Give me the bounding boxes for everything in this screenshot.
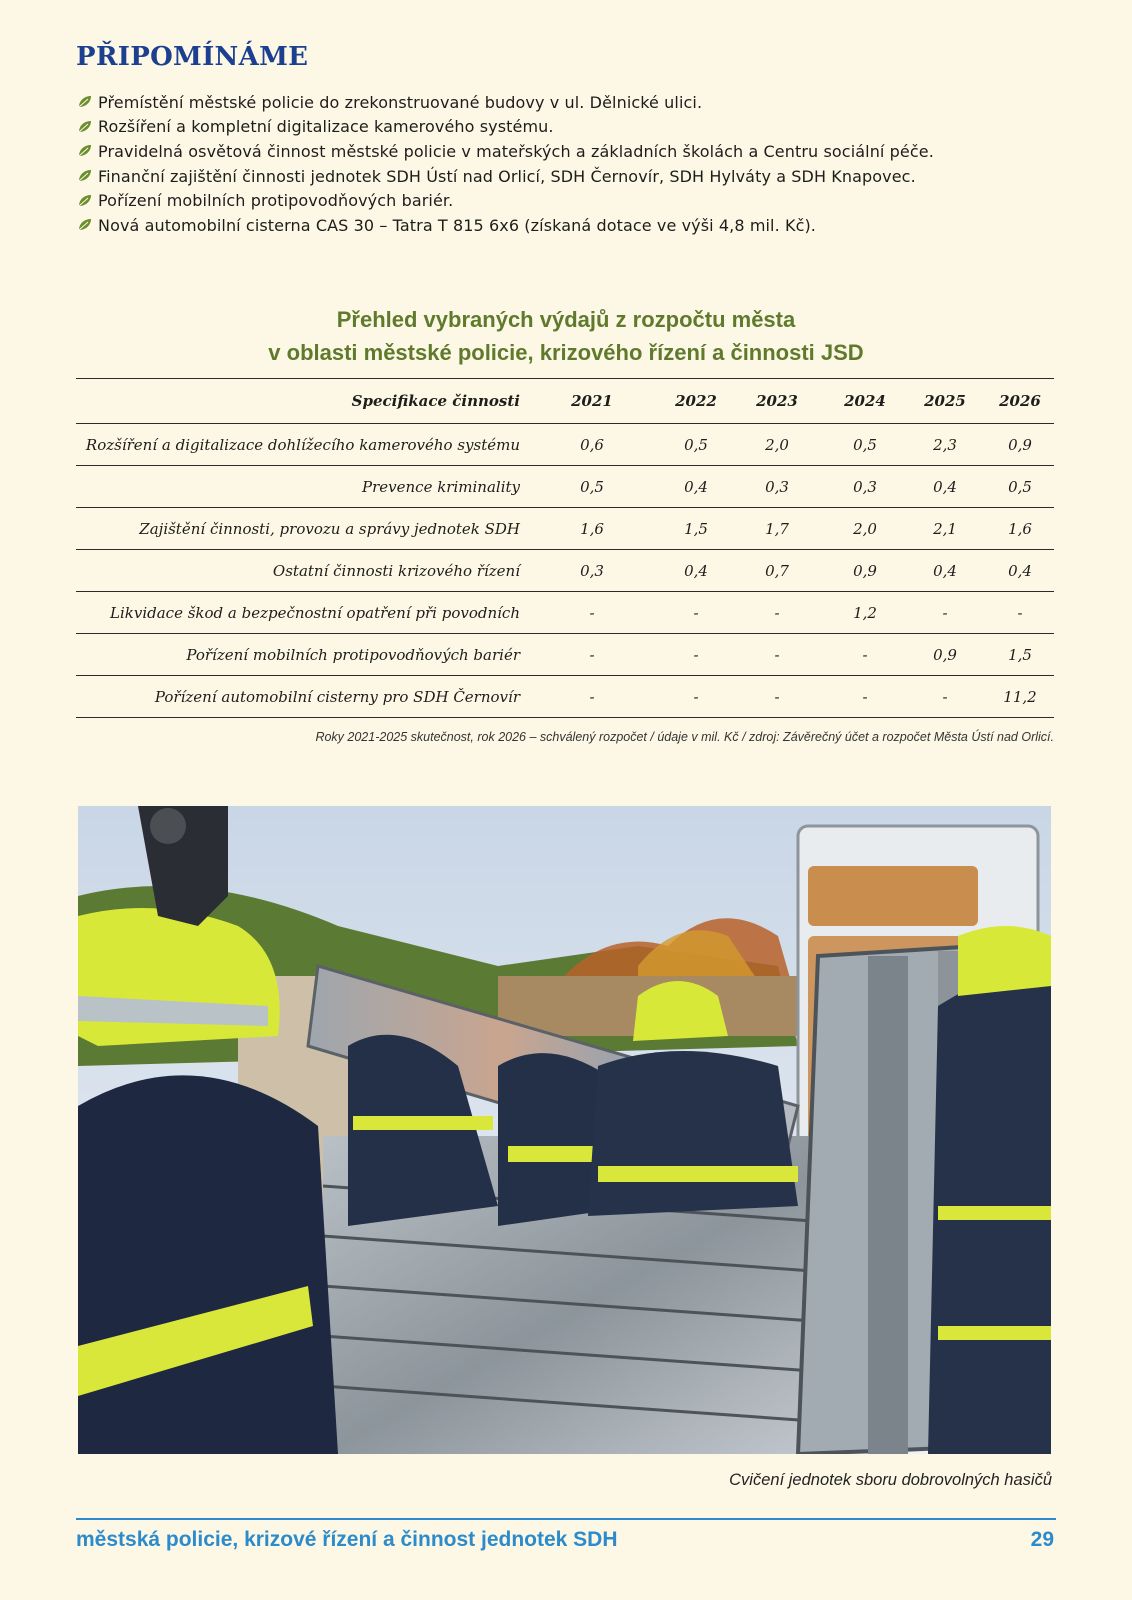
- header-cell-year: 2021: [571, 392, 613, 410]
- table-note: Roky 2021-2025 skutečnost, rok 2026 – schválený rozpočet / údaje v mil. Kč / zdroj: Závěrečný účet a rozpočet Města Ústí nad Orlicí.: [315, 730, 1054, 744]
- photo-caption: Cvičení jednotek sboru dobrovolných hasičů: [729, 1471, 1052, 1489]
- header-cell-year: 2022: [675, 392, 717, 410]
- list-item: [76, 164, 1076, 189]
- table-header-row: [76, 379, 1054, 424]
- table-row: [76, 508, 1054, 550]
- row-value: 0,7: [765, 561, 789, 580]
- row-value: 1,7: [765, 519, 789, 538]
- row-value: -: [1017, 603, 1023, 622]
- leaf-icon: [76, 144, 96, 158]
- row-label: Prevence kriminality: [362, 477, 520, 496]
- reminder-list: [76, 90, 1076, 238]
- table-row: [76, 592, 1054, 634]
- row-value: 0,3: [853, 477, 877, 496]
- row-value: -: [862, 645, 868, 664]
- list-item: [76, 213, 1076, 238]
- table-row: [76, 676, 1054, 718]
- row-value: -: [774, 687, 780, 706]
- row-value: 2,3: [933, 435, 957, 454]
- list-item-text: Rozšíření a kompletní digitalizace kamerového systému.: [98, 117, 554, 137]
- row-value: -: [693, 603, 699, 622]
- row-value: 2,0: [853, 519, 877, 538]
- leaf-icon: [76, 194, 96, 208]
- row-value: 0,5: [580, 477, 604, 496]
- header-cell-year: 2025: [924, 392, 966, 410]
- row-value: 11,2: [1003, 687, 1037, 706]
- header-cell-year: 2023: [756, 392, 798, 410]
- row-label: Likvidace škod a bezpečnostní opatření při povodních: [110, 603, 520, 622]
- row-value: 0,4: [684, 561, 708, 580]
- expense-table: [76, 378, 1054, 718]
- row-value: 1,5: [1008, 645, 1032, 664]
- row-value: -: [693, 645, 699, 664]
- row-value: -: [589, 603, 595, 622]
- table-row: [76, 466, 1054, 508]
- table-title: [76, 303, 1056, 369]
- row-label: Ostatní činnosti krizového řízení: [272, 561, 520, 580]
- header-cell-year: 2026: [999, 392, 1041, 410]
- row-value: 0,5: [853, 435, 877, 454]
- row-value: -: [589, 645, 595, 664]
- table-row: [76, 550, 1054, 592]
- row-value: 0,3: [765, 477, 789, 496]
- footer-divider: [76, 1518, 1056, 1520]
- row-value: 2,1: [933, 519, 957, 538]
- list-item: [76, 90, 1076, 115]
- row-label: Pořízení mobilních protipovodňových bariér: [186, 645, 520, 664]
- row-value: 0,4: [933, 561, 957, 580]
- row-value: 0,9: [853, 561, 877, 580]
- header-cell-spec: Specifikace činnosti: [351, 392, 520, 410]
- section-heading: PŘIPOMÍNÁME: [76, 42, 309, 72]
- row-value: 1,2: [853, 603, 877, 622]
- header-cell-year: 2024: [844, 392, 886, 410]
- list-item-text: Pravidelná osvětová činnost městské policie v mateřských a základních školách a Centru sociální péče.: [98, 141, 934, 161]
- row-label: Zajištění činnosti, provozu a správy jednotek SDH: [139, 519, 520, 538]
- table-title-line1: Přehled vybraných výdajů z rozpočtu města: [336, 307, 796, 332]
- table-row: [76, 424, 1054, 466]
- row-value: -: [589, 687, 595, 706]
- footer-title: městská policie, krizové řízení a činnost jednotek SDH: [76, 1528, 618, 1551]
- row-value: 1,6: [1008, 519, 1032, 538]
- list-item: [76, 188, 1076, 213]
- list-item: [76, 139, 1076, 164]
- firefighters-photo: [78, 806, 1051, 1454]
- row-value: 0,6: [580, 435, 604, 454]
- row-label: Rozšíření a digitalizace dohlížecího kamerového systému: [85, 435, 520, 454]
- row-label: Pořízení automobilní cisterny pro SDH Černovír: [154, 687, 520, 706]
- table-row: [76, 634, 1054, 676]
- list-item-text: Finanční zajištění činnosti jednotek SDH Ústí nad Orlicí, SDH Černovír, SDH Hylváty a SDH Knapovec.: [98, 166, 916, 186]
- table-title-line2: v oblasti městské policie, krizového řízení a činnosti JSD: [268, 340, 864, 365]
- row-value: -: [862, 687, 868, 706]
- row-value: 2,0: [765, 435, 789, 454]
- leaf-icon: [76, 120, 96, 134]
- row-value: -: [693, 687, 699, 706]
- row-value: -: [942, 603, 948, 622]
- row-value: 0,5: [1008, 477, 1032, 496]
- list-item-text: Nová automobilní cisterna CAS 30 – Tatra T 815 6x6 (získaná dotace ve výši 4,8 mil. Kč).: [98, 215, 816, 235]
- row-value: 0,9: [933, 645, 957, 664]
- row-value: 1,5: [684, 519, 708, 538]
- row-value: 0,9: [1008, 435, 1032, 454]
- row-value: -: [942, 687, 948, 706]
- row-value: -: [774, 645, 780, 664]
- leaf-icon: [76, 218, 96, 232]
- row-value: 0,4: [933, 477, 957, 496]
- page-number: 29: [1030, 1528, 1054, 1551]
- leaf-icon: [76, 95, 96, 109]
- row-value: 1,6: [580, 519, 604, 538]
- row-value: 0,4: [684, 477, 708, 496]
- row-value: -: [774, 603, 780, 622]
- row-value: 0,5: [684, 435, 708, 454]
- list-item-text: Pořízení mobilních protipovodňových bariér.: [98, 191, 454, 211]
- row-value: 0,3: [580, 561, 604, 580]
- row-value: 0,4: [1008, 561, 1032, 580]
- list-item: [76, 115, 1076, 140]
- leaf-icon: [76, 169, 96, 183]
- list-item-text: Přemístění městské policie do zrekonstruované budovy v ul. Dělnické ulici.: [98, 92, 703, 112]
